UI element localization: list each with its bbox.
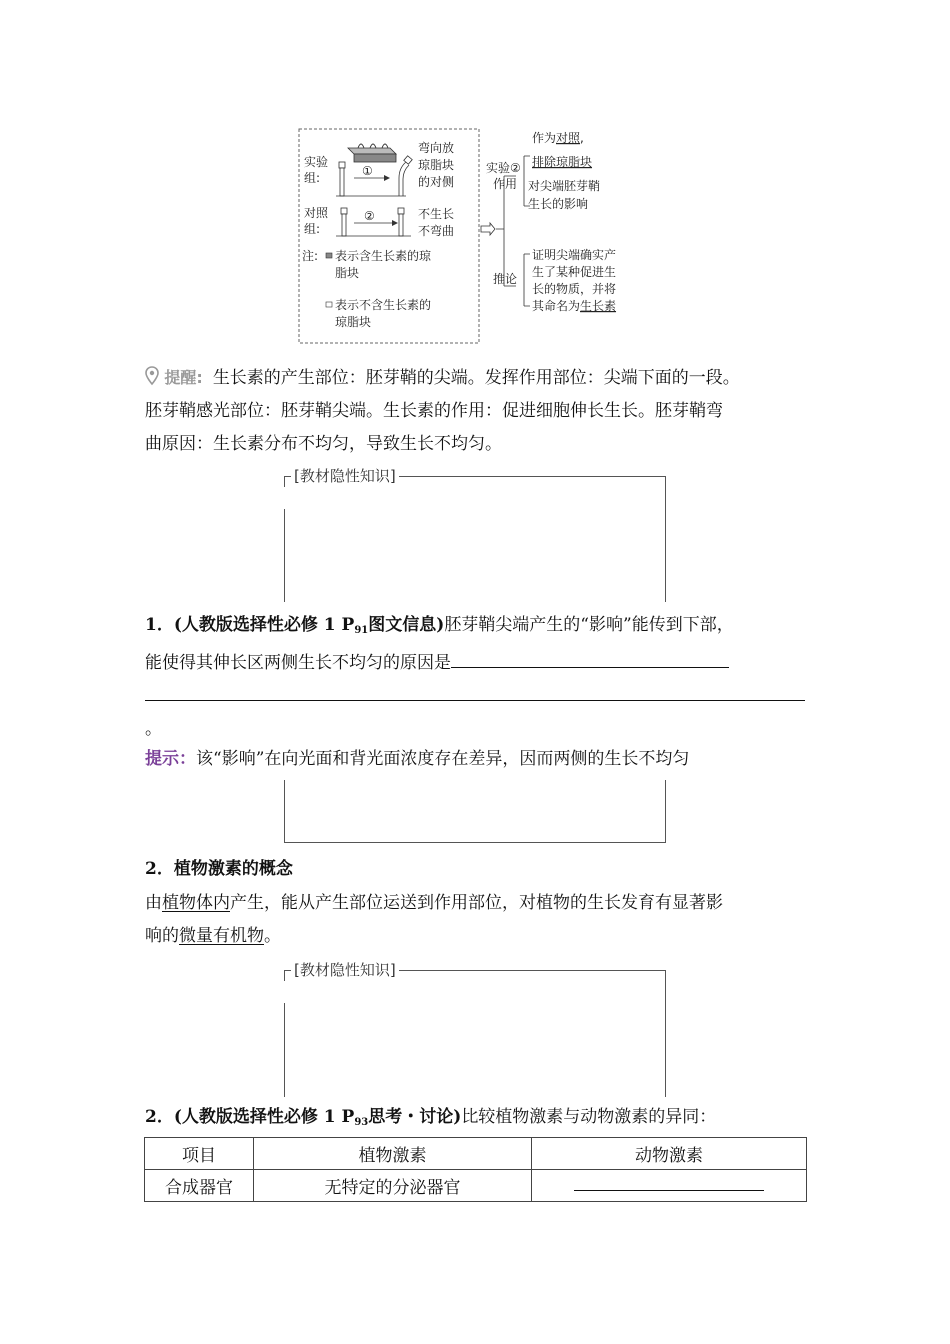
q1-text-2: 能使得其伸长区两侧生长不均匀的原因是: [145, 653, 451, 673]
location-pin-icon: [145, 366, 159, 386]
step-2-label: ②: [364, 209, 375, 223]
section-2-title: 2．植物激素的概念: [145, 859, 293, 879]
table-header-row: [145, 1138, 807, 1170]
row-animal-blank-cell: [532, 1170, 807, 1202]
header-animal-hormone: 动物激素: [532, 1138, 807, 1170]
hidden-knowledge-box-2: [284, 961, 666, 1097]
agar-with-auxin-symbol-icon: [326, 253, 332, 258]
infer-line-2: 生了某种促进生: [532, 265, 617, 279]
box-1-label: [教材隐性知识]: [291, 465, 399, 486]
question-1-line-1: [145, 609, 810, 647]
question-1-line-2: [145, 647, 810, 680]
ctrl-group-label-1: 对照: [304, 206, 329, 220]
hidden-knowledge-box-1: [284, 467, 666, 602]
q1-number: 1．: [145, 615, 174, 635]
q1-answer-blank-1[interactable]: [451, 647, 729, 668]
exp-result-3: 的对侧: [418, 175, 455, 189]
exp2-item-1: 作为对照,: [532, 131, 584, 145]
note2-line2: 琼脂块: [335, 315, 372, 329]
infer-line-1: 证明尖端确实产: [532, 248, 617, 262]
section-2-body: [145, 887, 810, 953]
exp2-label-2: 作用: [493, 177, 518, 191]
q2-text: 比较植物激素与动物激素的异同：: [461, 1107, 717, 1127]
step-1-label: ①: [362, 164, 373, 178]
exp2-label-1: 实验②: [486, 161, 521, 175]
tip-paragraph: [145, 361, 810, 461]
note1-line1: 表示含生长素的琼: [335, 249, 432, 263]
question-1-line-3: [145, 680, 810, 713]
agar-without-auxin-symbol-icon: [326, 302, 332, 307]
animal-hormone-answer-blank[interactable]: [574, 1176, 764, 1191]
exp2-item-2: 排除琼脂块: [532, 155, 593, 169]
section-2-line-1: 由植物体内产生，能从产生部位运送到作用部位，对植物的生长发育有显著影: [145, 893, 723, 913]
q1-source: (人教版选择性必修 1 $P_{91}$图文信息): [173, 615, 445, 636]
q2-number: 2．: [145, 1107, 174, 1127]
tip-line-1: [145, 361, 810, 395]
bending-coleoptile-icon: [399, 156, 412, 196]
experiment-diagram: [296, 126, 646, 346]
bracket-main: [496, 176, 516, 286]
ctrl-result-2: 不弯曲: [418, 224, 455, 238]
exp-result-1: 弯向放: [418, 141, 455, 155]
answer-in-plant: 植物体内: [162, 893, 230, 913]
question-2: [145, 1101, 810, 1139]
exp-group-label-2: 组:: [304, 171, 321, 185]
q1-answer-blank-2[interactable]: [145, 680, 805, 701]
q1-hint: [145, 743, 810, 776]
header-item: 项目: [145, 1138, 254, 1170]
tip-line-3: 曲原因：生长素分布不均匀，导致生长不均匀。: [145, 434, 502, 454]
note2-line1: 表示不含生长素的: [335, 298, 432, 312]
hint-label: 提示：: [145, 749, 196, 769]
control-coleoptile-icon: [341, 208, 347, 236]
note-label: 注:: [302, 249, 319, 263]
exp-result-2: 琼脂块: [418, 158, 455, 172]
tip-text-1: 生长素的产生部位：胚芽鞘的尖端。发挥作用部位：尖端下面的一段。: [212, 368, 740, 388]
unbent-coleoptile-icon: [398, 208, 404, 236]
row-synthesis-organ: 合成器官: [145, 1170, 254, 1202]
coleoptile-with-agar-icon: [339, 162, 345, 196]
q2-source: (人教版选择性必修 1 $P_{93}$思考・讨论): [173, 1107, 462, 1128]
row-plant-value: 无特定的分泌器官: [254, 1170, 532, 1202]
q1-end: 。: [145, 719, 162, 739]
infer-line-4: 其命名为生长素: [532, 299, 617, 313]
tip-label: 提醒:: [164, 368, 203, 387]
table-row: [145, 1170, 807, 1202]
hidden-knowledge-box-1-bottom: [284, 780, 666, 843]
ctrl-group-label-2: 组:: [304, 222, 321, 236]
note1-line2: 脂块: [335, 266, 360, 280]
exp2-item-4: 生长的影响: [528, 197, 589, 211]
hormone-comparison-table: [144, 1137, 807, 1202]
box-2-label: [教材隐性知识]: [291, 959, 399, 980]
question-1: [145, 609, 810, 746]
infer-label: 推论: [493, 272, 518, 286]
header-plant-hormone: 植物激素: [254, 1138, 532, 1170]
exp2-item-3: 对尖端胚芽鞘: [528, 179, 601, 193]
section-2-line-2: 响的微量有机物。: [145, 926, 281, 946]
hint-text: 该“影响”在向光面和背光面浓度存在差异，因而两侧的生长不均匀: [196, 749, 690, 769]
bracket-infer: [524, 254, 530, 306]
ctrl-result-1: 不生长: [418, 207, 455, 221]
infer-line-3: 长的物质，并将: [532, 282, 617, 296]
agar-block-with-tips-icon: [348, 144, 396, 162]
answer-trace-organic: 微量有机物: [179, 926, 264, 946]
exp-group-label-1: 实验: [304, 155, 329, 169]
q1-text-1: 胚芽鞘尖端产生的“影响”能传到下部，: [444, 615, 734, 635]
tip-line-2: 胚芽鞘感光部位：胚芽鞘尖端。生长素的作用：促进细胞伸长生长。胚芽鞘弯: [145, 401, 723, 421]
hollow-arrow-icon: [481, 223, 495, 235]
